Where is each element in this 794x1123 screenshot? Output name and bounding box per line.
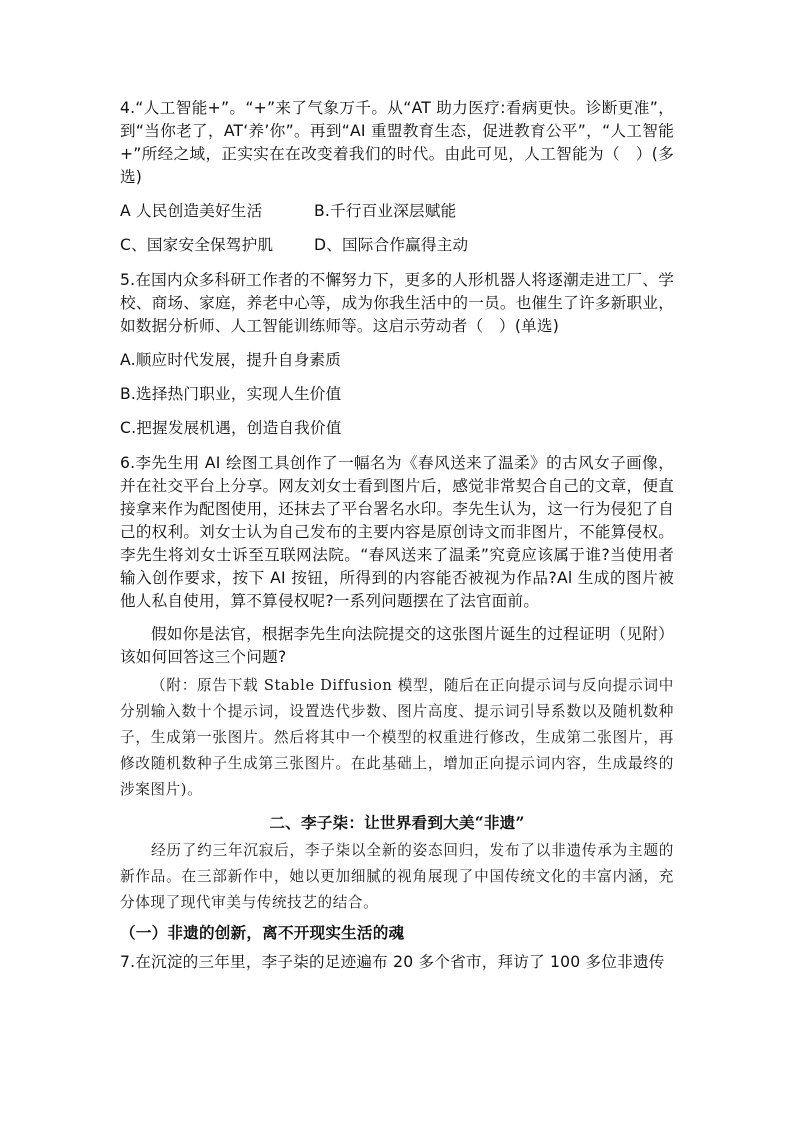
question-4-option-b: B.千行百业深层赋能: [314, 202, 457, 220]
question-4-stem: 4.“人工智能+”。“+”来了气象万千。从“AT 助力医疗:看病更快。诊断更准”，到“当你老了，AT‘养’你”。再到“AI 重盟教育生态，促进教育公平”，“人工智能+”所经之域，正实实在在改变着我们的时代。由此可见，人工智能为（ ）(多选): [120, 99, 674, 186]
question-5-option-a: A.顺应时代发展，提升自身素质: [120, 351, 342, 369]
question-6-appendix-note: （附：原告下载 Stable Diffusion 模型，随后在正向提示词与反向提示词中分别输入数十个提示词，设置迭代步数、图片高度、提示词引导系数以及随机数种子，生成第一张图片。然后将其中一个模型的权重进行修改，生成第二张图片，再修改随机数种子生成第三张图片。在此基础上，增加正向提示词内容，生成最终的涉案图片)。: [120, 677, 674, 798]
question-4-options-row-2: [120, 234, 674, 257]
question-4-option-c: C、国家安全保驾护肌: [120, 236, 274, 254]
question-5-option-b: B.选择热门职业，实现人生价值: [120, 385, 342, 403]
question-6-prompt: 假如你是法官，根据李先生向法院提交的这张图片诞生的过程证明（见附）该如何回答这三个问题?: [120, 625, 674, 666]
question-6-stem: 6.李先生用 AI 绘图工具创作了一幅名为《春风送来了温柔》的古风女子画像，并在社交平台上分享。网友刘女士看到图片后，感觉非常契合自己的文章，便直接拿来作为配图使用，还抹去了平台署名水印。李先生认为，这一行为侵犯了自己的权利。刘女士认为自己发布的主要内容是原创诗文而非图片，不能算侵权。李先生将刘女士诉至互联网法院。“春风送来了温柔”究竟应该属于谁?当使用者输入创作要求，按下 AI 按钮，所得到的内容能否被视为作品?Al 生成的图片被他人私自使用，算不算侵权呢?一系列问题摆在了法官面前。: [120, 454, 674, 610]
question-4-option-a: A 人民创造美好生活: [120, 202, 263, 220]
subsection-1-title: （一）非遗的创新，离不开现实生活的魂: [120, 924, 405, 942]
question-4-options-row-1: [120, 200, 674, 223]
question-7-stem: 7.在沉淀的三年里，李子柒的足迹遍布 20 多个省市，拜访了 100 多位非遗传: [120, 953, 665, 971]
document-content: [120, 97, 674, 974]
question-5-stem: 5.在国内众多科研工作者的不懈努力下，更多的人形机器人将逐潮走进工厂、学校、商场、家庭，养老中心等，成为你我生活中的一员。也催生了许多新职业，如数据分析师、人工智能训练师等。这启示劳动者（ ）(单选): [120, 271, 674, 335]
question-4-option-d: D、国际合作赢得主动: [314, 236, 469, 254]
section-2-title: 二、李子柒：让世界看到大美“非遗”: [269, 813, 525, 832]
section-2-intro: 经历了约三年沉寂后，李子柒以全新的姿态回归，发布了以非遗传承为主题的新作品。在三部新作中，她以更加细腻的视角展现了中国传统文化的丰富内涵，充分体现了现代审美与传统技艺的结合。: [120, 842, 674, 911]
question-5-option-c: C.把握发展机遇，创造自我价值: [120, 419, 342, 437]
